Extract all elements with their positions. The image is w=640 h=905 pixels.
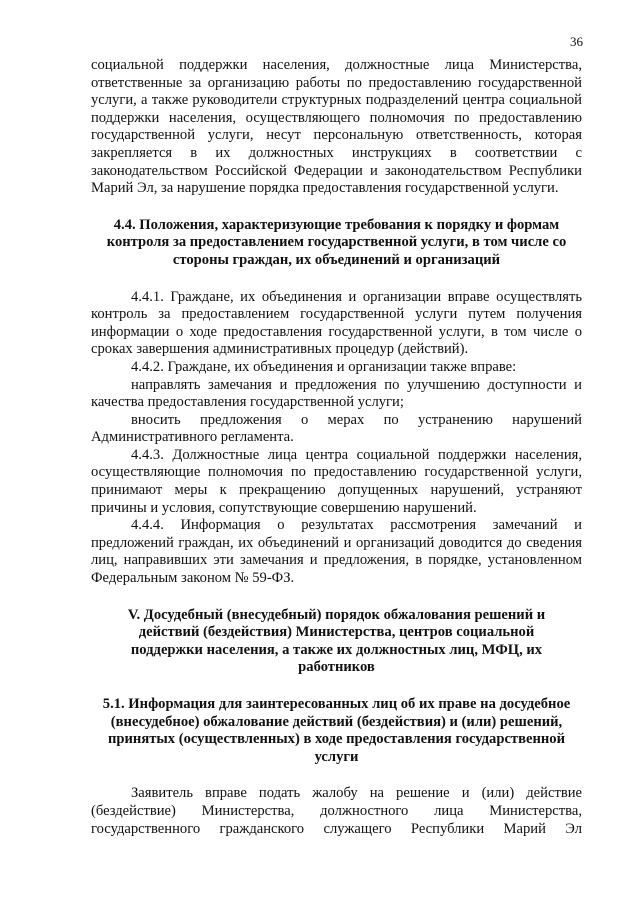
paragraph: социальной поддержки населения, должностные лица Министерства, ответственные за организацию работы по предоставлению государственной услуги, а также руководители структурных подразделений центра социальной поддержки населения, осуществляющего полномочия по предоставлению государственной услуги, несут персональную ответственность, которая закрепляется в их должностных инструкциях в соответствии с законодательством Российской Федерации и законодательством Республики Марий Эл, за нарушение порядка предоставления государственной услуги. [91,57,582,197]
paragraph: вносить предложения о мерах по устранению нарушений Административного регламента. [91,411,582,446]
paragraph: 4.4.4. Информация о результатах рассмотрения замечаний и предложений граждан, их объединений и организаций доводится до сведения лиц, направивших эти замечания и предложения, в порядке, установленном Федеральным законом № 59-ФЗ. [91,517,582,587]
document-body [91,57,582,838]
paragraph: направлять замечания и предложения по улучшению доступности и качества предоставления государственной услуги; [91,376,582,411]
page-number: 36 [570,34,583,49]
paragraph: 4.4.1. Граждане, их объединения и организации вправе осуществлять контроль за предоставлением государственной услуги путем получения информации о ходе предоставления государственной услуги, в том числе о сроках завершения административных процедур (действий). [91,288,582,358]
section-heading-5-1: 5.1. Информация для заинтересованных лиц об их праве на досудебное (внесудебное) обжалование действий (бездействия) и (или) решений, принятых (осуществленных) в ходе предоставления государственной услуги [102,696,571,765]
section-heading-v: V. Досудебный (внесудебный) порядок обжалования решений и действий (бездействия) Министерства, центров социальной поддержки населения, а также их должностных лиц, МФЦ, их работников [127,606,546,676]
paragraph: Заявитель вправе подать жалобу на решение и (или) действие (бездействие) Министерства, должностного лица Министерства, государственного гражданского служащего Республики Марий Эл [91,785,582,837]
section-heading-4-4: 4.4. Положения, характеризующие требования к порядку и формам контроля за предоставлением государственной услуги, в том числе со стороны граждан, их объединений и организаций [106,216,567,268]
paragraph: 4.4.2. Граждане, их объединения и организации также вправе: [131,358,517,375]
paragraph: 4.4.3. Должностные лица центра социальной поддержки населения, осуществляющие полномочия по предоставлению государственной услуги, принимают меры к прекращению допущенных нарушений, устраняют причины и условия, сопутствующие совершению нарушений. [91,446,582,516]
